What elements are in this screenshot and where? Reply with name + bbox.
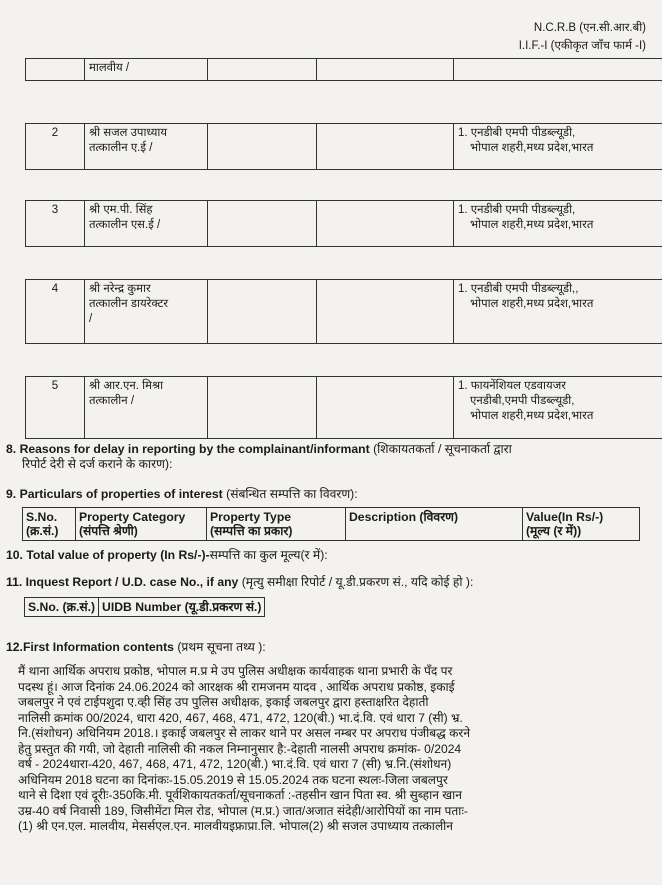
fir-contents	[18, 664, 648, 835]
name-line: श्री नरेन्द्र कुमार	[89, 283, 151, 295]
header-hi: (सम्पत्ति का प्रकार)	[210, 524, 293, 538]
header-en: Property Category	[79, 510, 186, 524]
cell-empty	[208, 377, 317, 439]
cell-empty	[317, 280, 454, 344]
address-line: 1. एनडीबी एमपी पीडब्ल्यूडी,,	[458, 283, 579, 295]
name-line: तत्कालीन ए.ई /	[89, 142, 153, 154]
section-label: Inquest Report / U.D. case No., if any	[25, 575, 239, 589]
accused-table-row-4	[25, 279, 662, 344]
section-8	[6, 442, 650, 472]
header-hi: (संपत्ति श्रेणी)	[79, 524, 138, 538]
name-line: /	[89, 313, 93, 325]
header-en: Value(In Rs/-)	[526, 510, 604, 524]
section-label: Reasons for delay in reporting by the complainant/informant	[19, 442, 370, 456]
table-header	[23, 508, 76, 541]
cell-empty	[317, 201, 454, 247]
table-header: UIDB Number (यू.डी.प्रकरण सं.)	[99, 598, 265, 617]
name-line: तत्कालीन /	[89, 395, 135, 407]
name-line: श्री आर.एन. मिश्रा	[89, 380, 164, 392]
fir-line: पदस्थ हूं। आज दिनांक 24.06.2024 को आरक्षक श्री रामजनम यादव , आर्थिक अपराध प्रकोष्ठ, इकाई	[18, 679, 455, 694]
accused-name	[85, 124, 208, 170]
table-header	[207, 508, 346, 541]
section-number: 9.	[6, 487, 17, 501]
fir-line: हेतु प्रस्तुत की गयी, जो देहाती नालिसी की नकल निम्नानुसार है:-देहाती नालसी अपराध क्रमांक- 0/2024	[18, 741, 462, 756]
uidb-table	[24, 597, 265, 617]
accused-name	[85, 280, 208, 344]
accused-address	[454, 124, 662, 170]
table-header: S.No. (क्र.सं.)	[25, 598, 99, 617]
name-line: तत्कालीन एस.ई /	[89, 219, 161, 231]
accused-table-row-0	[25, 58, 662, 81]
accused-no: 4	[26, 280, 85, 344]
fir-line: जबलपुर ने एवं टाईपशुदा ए.व्ही सिंह उप पुलिस अधीक्षक, इकाई जबलपुर द्वारा हस्ताक्षरित देहाती	[18, 695, 429, 709]
fir-line: नि.(संशोधन) अधिनियम 2018.। इकाई जबलपुर से लाकर थाने पर असल नम्बर पर अपराध पंजीबद्ध करने	[18, 726, 471, 740]
header-en: S.No.	[26, 510, 58, 524]
section-hindi: सम्पत्ति का कुल मूल्य(र में):	[209, 548, 328, 562]
accused-name: मालवीय /	[85, 59, 208, 81]
address-line: 1. एनडीबी एमपी पीडब्ल्यूडी,	[458, 204, 576, 216]
section-hindi: (मृत्यु समीक्षा रिपोर्ट / यू.डी.प्रकरण सं., यदि कोई हो ):	[241, 575, 474, 589]
header-ncrb: N.C.R.B (एन.सी.आर.बी)	[533, 22, 646, 34]
accused-address	[454, 201, 662, 247]
accused-name	[85, 377, 208, 439]
section-hindi: (प्रथम सूचना तथ्य ):	[177, 640, 266, 654]
address-line: 1. एनडीबी एमपी पीडब्ल्यूडी,	[458, 127, 576, 139]
accused-table-row-5	[25, 376, 662, 439]
fir-line: मैं थाना आर्थिक अपराध प्रकोष्ठ, भोपाल म.प्र मे उप पुलिस अधीक्षक कार्यवाहक थाना प्रभारी के पँद पर	[18, 664, 453, 678]
fir-line: अधिनियम 2018 घटना का दिनांकः-15.05.2019 से 15.05.2024 तक घटना स्थलः-जिला जबलपुर	[18, 772, 448, 787]
section-hindi: (संबन्धित सम्पत्ति का विवरण):	[226, 487, 358, 501]
cell-empty	[208, 280, 317, 344]
address-line: भोपाल शहरी,मध्य प्रदेश,भारत	[470, 142, 594, 154]
header-hi: (मूल्य (र में))	[526, 524, 582, 538]
fir-line: नालिसी क्रमांक 00/2024, धारा 420, 467, 468, 471, 472, 120(बी.) भा.दं.वि. एवं धारा 7 (सी) भ्र.	[18, 710, 463, 725]
header-hi: (क्र.सं.)	[26, 524, 59, 538]
section-number: 11.	[6, 575, 23, 589]
section-number: 12.	[6, 640, 23, 654]
cell-no	[26, 59, 85, 81]
fir-line: उम्र-40 वर्ष निवासी 189, जिसीमेंटा मिल रोड, भोपाल (म.प्र.) जात/अजात संदेही/आरोपियों का नाम पताः-	[18, 803, 468, 818]
accused-no: 5	[26, 377, 85, 439]
section-label: First Information contents	[22, 640, 174, 654]
table-header	[76, 508, 207, 541]
section-12	[6, 640, 650, 655]
table-header	[346, 508, 523, 541]
section-label: Particulars of properties of interest	[19, 487, 223, 501]
section-9	[6, 487, 650, 502]
accused-table-row-3	[25, 200, 662, 247]
cell-empty	[317, 377, 454, 439]
cell-empty	[208, 124, 317, 170]
header-en: Description (विवरण)	[349, 510, 459, 524]
address-line: एनडीबी,एमपी पीडब्ल्यूडी,	[470, 395, 575, 407]
address-line: भोपाल शहरी,मध्य प्रदेश,भारत	[470, 298, 594, 310]
accused-name	[85, 201, 208, 247]
section-10	[6, 548, 650, 563]
accused-address	[454, 377, 662, 439]
accused-table-row-2	[25, 123, 662, 170]
fir-line: (1) श्री एन.एल. मालवीय, मेसर्सएल.एन. मालवीयइफ्राप्रा.लि. भोपाल(2) श्री सजल उपाध्याय तत्कालीन	[18, 819, 453, 833]
cell-address	[454, 59, 662, 81]
address-line: भोपाल शहरी,मध्य प्रदेश,भारत	[470, 219, 594, 231]
cell-empty	[208, 201, 317, 247]
section-hindi-line2: रिपोर्ट देरी से दर्ज कराने के कारण):	[22, 457, 173, 471]
address-line: 1. फायनेंशियल एडवायजर	[458, 380, 566, 392]
fir-line: थाने से दिशा एवं दूरीः-350कि.मी. पूर्वशिकायतकर्ता/सूचनाकर्ता :-तहसीन खान पिता स्व. श्री सुब्हान खान	[18, 788, 463, 802]
property-table	[22, 507, 640, 541]
accused-no: 3	[26, 201, 85, 247]
address-line: भोपाल शहरी,मध्य प्रदेश,भारत	[470, 410, 594, 422]
section-11	[6, 575, 650, 590]
section-label: Total value of property (In Rs/-)-	[26, 548, 210, 562]
cell-empty	[208, 59, 317, 81]
cell-empty	[317, 124, 454, 170]
accused-no: 2	[26, 124, 85, 170]
table-header	[523, 508, 640, 541]
header-en: Property Type	[210, 510, 292, 524]
section-hindi: (शिकायतकर्ता / सूचनाकर्ता द्वारा	[373, 442, 512, 456]
section-number: 10.	[6, 548, 23, 562]
name-line: तत्कालीन डायरेक्टर	[89, 298, 169, 310]
name-line: श्री एम.पी. सिंह	[89, 204, 153, 216]
accused-address	[454, 280, 662, 344]
section-number: 8.	[6, 442, 17, 456]
cell-empty	[317, 59, 454, 81]
name-line: श्री सजल उपाध्याय	[89, 127, 168, 139]
fir-line: वर्ष - 2024धारा-420, 467, 468, 471, 472, 120(बी.) भा.दं.वि. एवं धारा 7 (सी) भ्र.नि.(संशोधन)	[18, 757, 452, 771]
header-iif: I.I.F.-I (एकीकृत जाँच फार्म -I)	[518, 40, 646, 52]
